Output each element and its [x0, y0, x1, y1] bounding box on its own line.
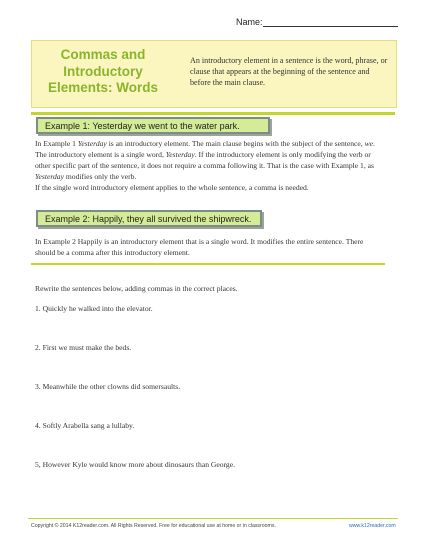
title-line-2: Introductory [63, 63, 143, 79]
question-5: 5, However Kyle would know more about dinosaurs than George. [35, 460, 235, 469]
example-1-explanation [35, 138, 381, 182]
italic-term: we [364, 139, 373, 148]
italic-term: Yesterday [77, 139, 107, 148]
question-3: 3. Meanwhile the other clowns did somersaults. [35, 382, 181, 391]
name-label: Name: [236, 17, 263, 27]
question-4: 4. Softly Arabella sang a lullaby. [35, 421, 135, 430]
text-run: In Example 1 [35, 139, 78, 148]
website-link[interactable]: www.k12reader.com [349, 523, 396, 529]
instructions: Rewrite the sentences below, adding commas in the correct places. [35, 284, 238, 293]
example-1-label: Example 1: Yesterday we went to the water park. [45, 120, 240, 131]
example-1-note: If the single word introductory element applies to the whole sentence, a comma is needed. [35, 183, 309, 192]
title-line-1: Commas and [60, 47, 146, 62]
example-2-explanation: In Example 2 Happily is an introductory element that is a single word. It modifies the entire sentence. There should be a comma after this introductory element. [35, 237, 364, 257]
question-2: 2. First we must make the beds. [35, 343, 132, 352]
section-divider [31, 263, 385, 265]
worksheet-title [32, 47, 174, 97]
title-line-3: Elements: Words [47, 80, 159, 95]
question-1: 1. Quickly he walked into the elevator. [35, 304, 153, 313]
text-run: . If the introductory element is only modifying the verb or other specific part of the sentence, it does not require a comma following it. That is the case with Example 1, as [35, 150, 374, 170]
example-2-label: Example 2: Happily, they all survived the shipwreck. [45, 213, 252, 224]
example-1-box [36, 117, 270, 134]
example-2-box [36, 210, 262, 227]
footer-divider [28, 518, 398, 519]
header-panel [31, 40, 397, 108]
italic-term: Yesterday [35, 172, 64, 181]
copyright-text: Copyright © 2014 K12reader.com. All Rights Reserved. Free for educational use at home or in classrooms. [31, 523, 276, 529]
text-run: is an introductory element. The main clause begins with the subject of the sentence, [106, 139, 365, 148]
text-run: modifies only the verb. [63, 172, 137, 181]
text-run: . The introductory element is a single word, [35, 139, 375, 159]
top-divider [31, 112, 395, 115]
name-write-line[interactable] [263, 26, 398, 27]
italic-term: Yesterday [165, 150, 195, 159]
intro-definition: An introductory element in a sentence is the word, phrase, or clause that appears at the beginning of the sentence and before the main clause. [190, 56, 388, 87]
